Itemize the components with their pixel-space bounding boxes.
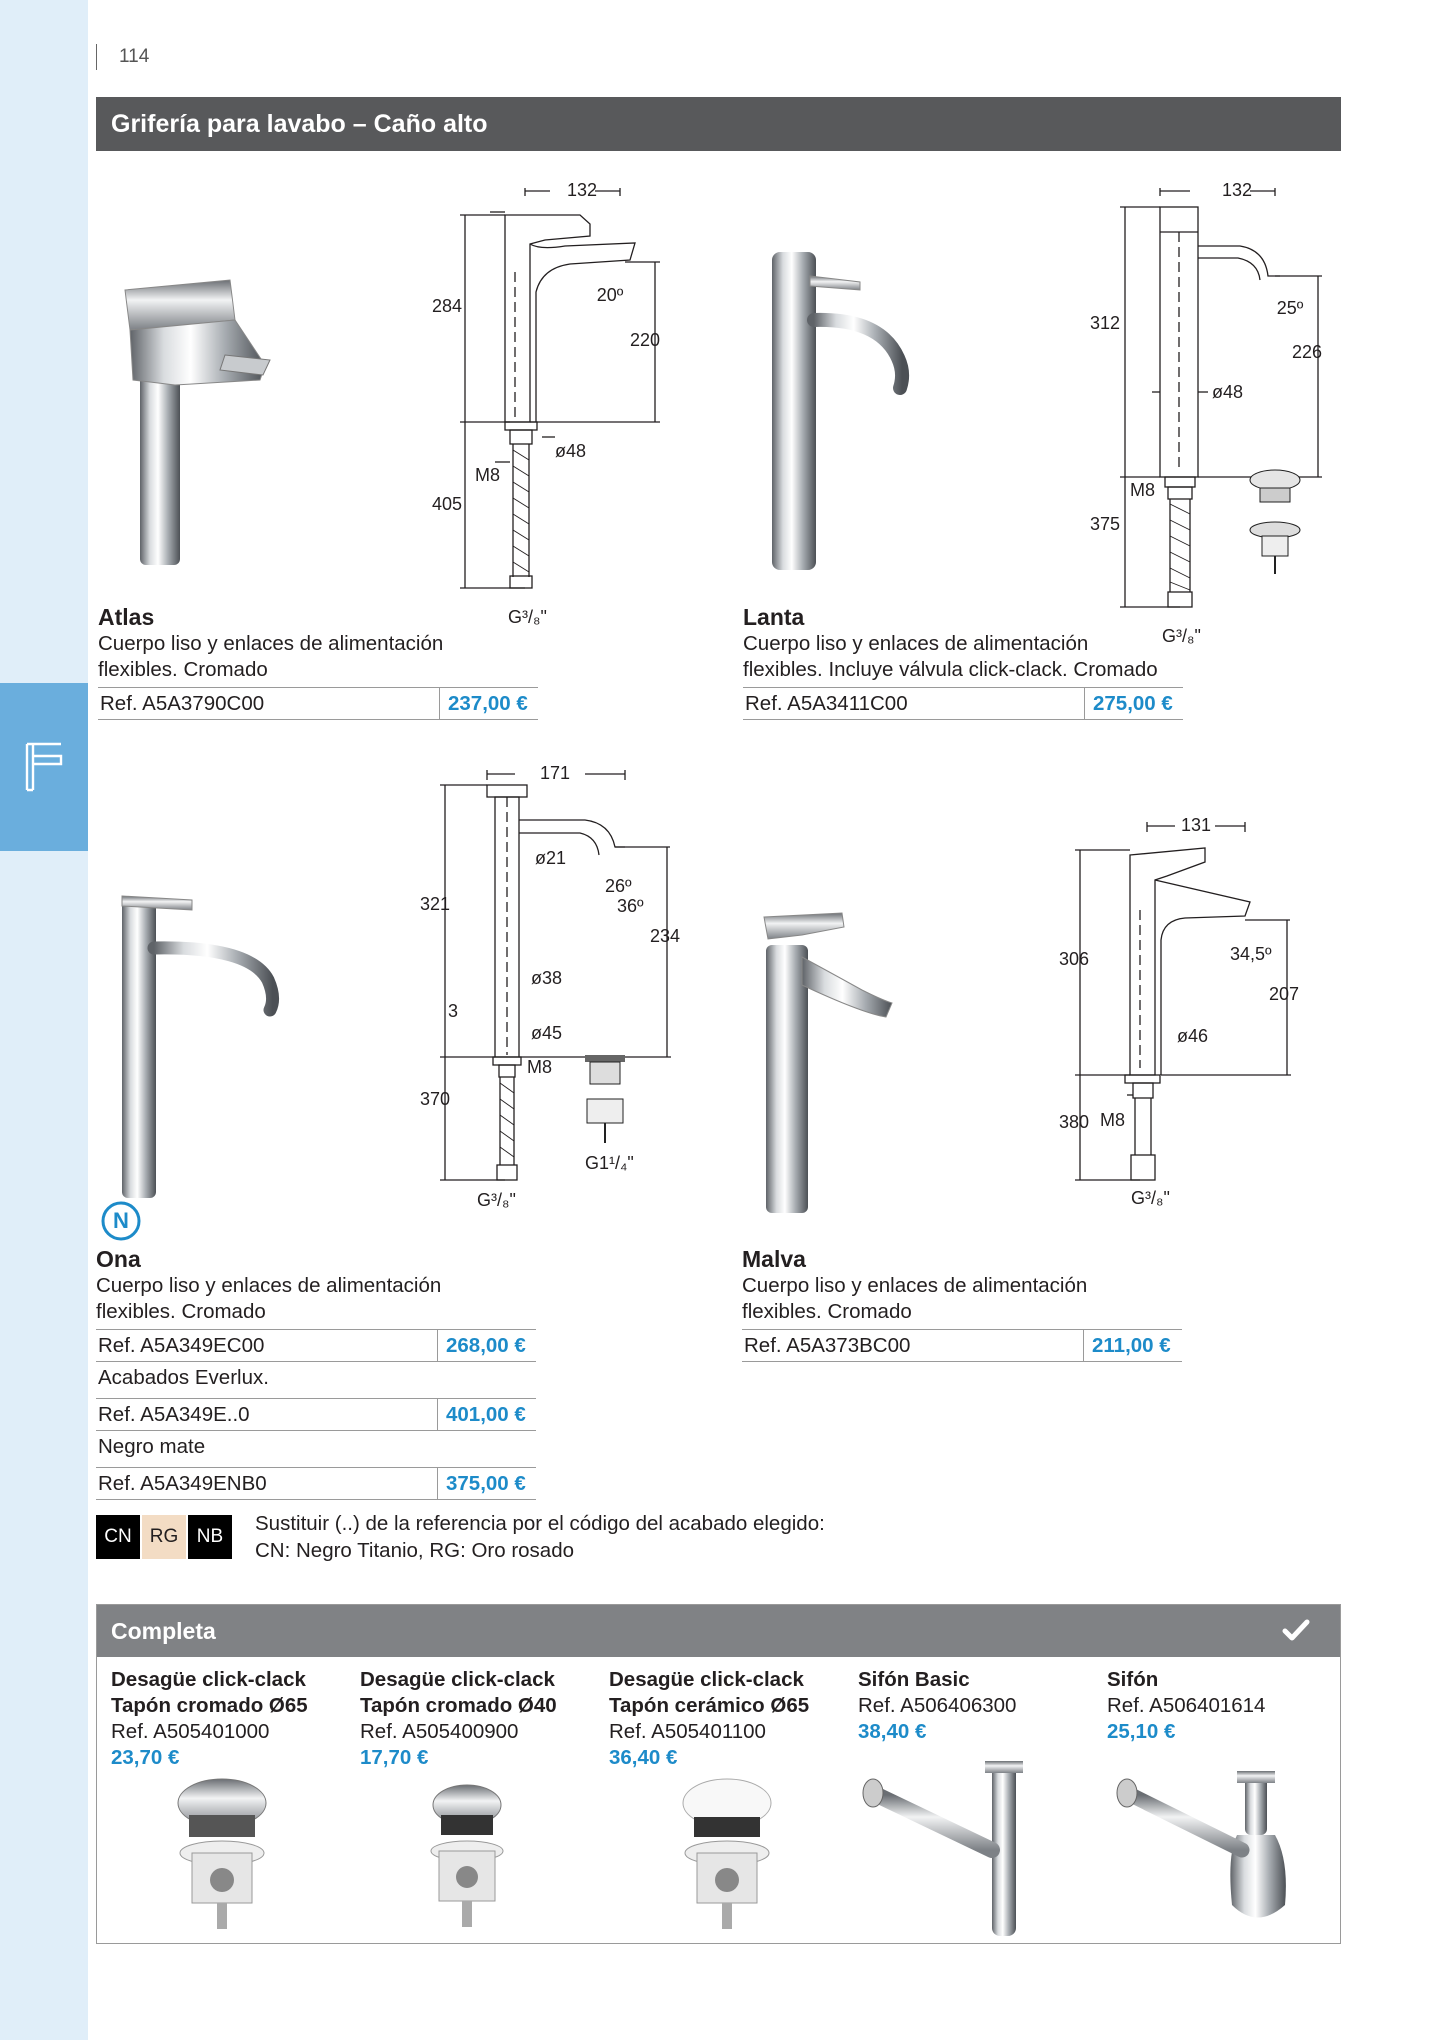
malva-dim-width: 131 xyxy=(1180,815,1212,835)
product-atlas xyxy=(98,603,538,720)
ref-row xyxy=(96,1398,536,1431)
atlas-dim-width: 132 xyxy=(566,180,598,200)
product-desc: Cuerpo liso y enlaces de alimentación xyxy=(98,632,444,655)
finish-instructions xyxy=(255,1510,825,1564)
ona-dim-thread: M8 xyxy=(527,1057,553,1077)
accessory-name: Desagüe click-clack xyxy=(360,1668,555,1691)
product-ref: Ref. A5A349ENB0 xyxy=(96,1468,438,1499)
page-number: 114 xyxy=(96,44,149,70)
accessory-name: Desagüe click-clack xyxy=(111,1668,306,1691)
siphon-image xyxy=(1107,1765,1307,1935)
finish-swatch-cn: CN xyxy=(96,1515,140,1559)
product-desc: flexibles. Cromado xyxy=(96,1300,266,1323)
atlas-dim-base: ø48 xyxy=(555,441,587,461)
ref-row xyxy=(98,687,538,720)
lanta-product-image xyxy=(760,248,920,573)
sidebar xyxy=(0,0,88,2040)
ona-dim-body: ø38 xyxy=(531,968,563,988)
malva-dim-thread: M8 xyxy=(1100,1110,1126,1130)
finish-code-swatches xyxy=(96,1515,232,1559)
accessory-item xyxy=(609,1667,839,1771)
lanta-dim-height: 312 xyxy=(1090,313,1121,333)
click-clack-valve-icon xyxy=(1250,470,1300,574)
malva-dim-spout-height: 207 xyxy=(1269,984,1300,1004)
malva-dim-base: ø46 xyxy=(1177,1026,1209,1046)
accessory-item xyxy=(111,1667,341,1771)
ona-valve-icon xyxy=(585,1055,625,1143)
new-badge-label: N xyxy=(113,1208,129,1233)
atlas-dimension-drawing xyxy=(430,172,680,642)
atlas-dim-height: 284 xyxy=(432,296,463,316)
ref-row xyxy=(742,1329,1182,1362)
product-desc: flexibles. Cromado xyxy=(742,1300,912,1323)
product-price: 401,00 € xyxy=(446,1403,526,1426)
accessory-ref: Ref. A506406300 xyxy=(858,1694,1017,1717)
completa-accessories-box xyxy=(96,1604,1341,1944)
drain-ceramic-65-image xyxy=(672,1775,782,1935)
ona-dim-height: 321 xyxy=(420,894,451,914)
product-name: Ona xyxy=(96,1246,141,1272)
malva-dim-angle: 34,5º xyxy=(1230,944,1272,964)
ona-dim-base: ø45 xyxy=(531,1023,563,1043)
accessory-price: 17,70 € xyxy=(360,1746,429,1769)
lanta-dim-connection: G³/₈" xyxy=(1162,626,1201,646)
lanta-dim-angle: 25º xyxy=(1276,298,1304,318)
new-badge-icon xyxy=(100,1200,142,1242)
accessory-name: Tapón cromado Ø65 xyxy=(111,1694,308,1717)
checkmark-icon xyxy=(1282,1618,1310,1642)
product-price: 268,00 € xyxy=(446,1334,526,1357)
atlas-dim-hose: 405 xyxy=(432,494,463,514)
ref-row xyxy=(96,1467,536,1500)
accessory-name: Tapón cromado Ø40 xyxy=(360,1694,557,1717)
finish-swatch-rg: RG xyxy=(142,1515,186,1559)
product-desc: Cuerpo liso y enlaces de alimentación xyxy=(743,632,1089,655)
lanta-dim-thread: M8 xyxy=(1130,480,1156,500)
ona-dim-spout: ø21 xyxy=(535,848,567,868)
accessory-ref: Ref. A506401614 xyxy=(1107,1694,1266,1717)
finish-swatch-nb: NB xyxy=(188,1515,232,1559)
accessory-ref: Ref. A505401000 xyxy=(111,1720,270,1743)
product-lanta xyxy=(743,603,1183,720)
product-price: 211,00 € xyxy=(1092,1334,1171,1357)
ona-dim-gap: 3 xyxy=(448,1001,459,1021)
lanta-dim-hose: 375 xyxy=(1090,514,1121,534)
product-malva xyxy=(742,1245,1182,1362)
ona-dim-valve: G1¹/₄" xyxy=(585,1153,634,1173)
product-price: 237,00 € xyxy=(448,692,528,715)
accessory-item xyxy=(1107,1667,1337,1745)
ona-dim-hose: 370 xyxy=(420,1089,451,1109)
sidebar-tab-faucet[interactable] xyxy=(0,683,88,851)
malva-dim-height: 306 xyxy=(1059,949,1090,969)
product-price: 275,00 € xyxy=(1093,692,1173,715)
completa-header xyxy=(97,1605,1340,1657)
product-desc: Cuerpo liso y enlaces de alimentación xyxy=(96,1274,442,1297)
product-ref: Ref. A5A349EC00 xyxy=(96,1330,438,1361)
lanta-dim-base: ø48 xyxy=(1212,382,1244,402)
product-name: Atlas xyxy=(98,604,155,630)
siphon-basic-image xyxy=(857,1755,1057,1940)
accessory-price: 36,40 € xyxy=(609,1746,678,1769)
section-title: Grifería para lavabo – Caño alto xyxy=(96,97,1341,151)
product-ref: Ref. A5A373BC00 xyxy=(742,1330,1084,1361)
accessory-ref: Ref. A505400900 xyxy=(360,1720,519,1743)
product-price: 375,00 € xyxy=(446,1472,526,1495)
product-ona xyxy=(96,1245,536,1500)
product-desc: Cuerpo liso y enlaces de alimentación xyxy=(742,1274,1088,1297)
product-name: Lanta xyxy=(743,604,805,630)
ona-dim-angle1: 26º xyxy=(605,876,632,896)
product-desc: flexibles. Incluye válvula click-clack. Cromado xyxy=(743,658,1158,681)
ona-dim-width: 171 xyxy=(539,763,571,783)
drain-chrome-65-image xyxy=(167,1775,277,1935)
completa-title: Completa xyxy=(111,1618,216,1644)
ref-row xyxy=(96,1329,536,1362)
accessory-price: 23,70 € xyxy=(111,1746,180,1769)
accessory-name: Desagüe click-clack xyxy=(609,1668,804,1691)
ona-product-image xyxy=(110,890,285,1200)
finish-note: Negro mate xyxy=(98,1435,206,1458)
product-desc: flexibles. Cromado xyxy=(98,658,268,681)
lanta-dim-spout-height: 226 xyxy=(1292,342,1323,362)
ona-dim-connection: G³/₈" xyxy=(477,1190,516,1210)
lanta-dimension-drawing xyxy=(1090,172,1335,662)
accessory-item xyxy=(360,1667,590,1771)
atlas-dim-connection: G³/₈" xyxy=(508,607,547,627)
product-ref: Ref. A5A3411C00 xyxy=(743,688,1085,719)
finish-note-line: CN: Negro Titanio, RG: Oro rosado xyxy=(255,1539,575,1562)
accessory-item xyxy=(858,1667,1088,1745)
malva-dimension-drawing xyxy=(1055,810,1315,1210)
malva-dim-hose: 380 xyxy=(1059,1112,1090,1132)
ona-dim-spout-height: 234 xyxy=(650,926,681,946)
ona-dimension-drawing xyxy=(415,755,685,1220)
ona-dim-angle2: 36º xyxy=(617,896,644,916)
accessory-name: Sifón Basic xyxy=(858,1668,970,1691)
atlas-dim-thread: M8 xyxy=(475,465,501,485)
atlas-dim-angle: 20º xyxy=(596,285,624,305)
lanta-dim-width: 132 xyxy=(1221,180,1253,200)
accessory-price: 38,40 € xyxy=(858,1720,927,1743)
malva-dim-connection: G³/₈" xyxy=(1131,1188,1170,1208)
accessory-price: 25,10 € xyxy=(1107,1720,1176,1743)
accessory-name: Sifón xyxy=(1107,1668,1159,1691)
finish-note-line: Sustituir (..) de la referencia por el código del acabado elegido: xyxy=(255,1512,825,1535)
product-name: Malva xyxy=(742,1246,806,1272)
malva-product-image xyxy=(752,905,912,1215)
accessory-ref: Ref. A505401100 xyxy=(609,1720,766,1743)
product-ref: Ref. A5A349E..0 xyxy=(96,1399,438,1430)
atlas-product-image xyxy=(105,270,275,570)
atlas-dim-spout-height: 220 xyxy=(630,330,661,350)
accessory-name: Tapón cerámico Ø65 xyxy=(609,1694,810,1717)
faucet-icon xyxy=(21,740,67,794)
ref-row xyxy=(743,687,1183,720)
finish-note: Acabados Everlux. xyxy=(98,1366,269,1389)
product-ref: Ref. A5A3790C00 xyxy=(98,688,440,719)
